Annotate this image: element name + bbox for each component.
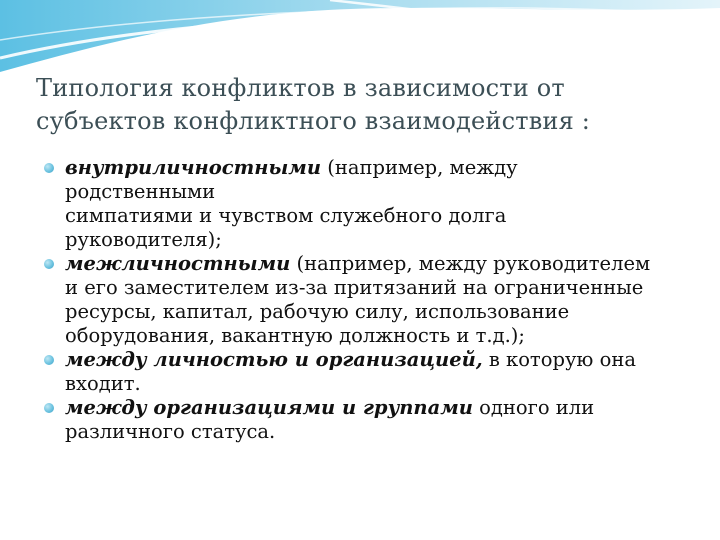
- bullet-icon: [44, 403, 54, 413]
- conflict-types-list: [44, 156, 694, 444]
- list-item-text: в которую она: [482, 348, 636, 371]
- list-item-line: оборудования, вакантную должность и т.д.);: [65, 324, 525, 347]
- slide-title: [36, 72, 696, 138]
- list-item-text: (например, между: [321, 156, 518, 179]
- bullet-icon: [44, 259, 54, 269]
- list-item-term: внутриличностными: [65, 156, 322, 179]
- list-item-line: родственными: [65, 180, 216, 203]
- list-item-text: одного или: [472, 396, 595, 419]
- list-item-line: [65, 252, 694, 276]
- list-item-intrapersonal: [44, 156, 694, 252]
- list-item-line: ресурсы, капитал, рабочую силу, использование: [65, 300, 570, 323]
- list-item-interpersonal: [44, 252, 694, 348]
- list-item-line: и его заместителем из-за притязаний на ограниченные: [65, 276, 644, 299]
- list-item-line: [65, 156, 694, 180]
- list-item-term: межличностными: [65, 252, 291, 275]
- title-line-1: Типология конфликтов в зависимости от: [36, 74, 565, 102]
- list-item-line: симпатиями и чувством служебного долга: [65, 204, 507, 227]
- list-item-line: [65, 348, 694, 372]
- title-line-2: субъектов конфликтного взаимодействия :: [36, 107, 591, 135]
- list-item-line: руководителя);: [65, 228, 222, 251]
- list-item-text: (например, между руководителем: [290, 252, 651, 275]
- list-item-person-organization: [44, 348, 694, 396]
- bullet-icon: [44, 163, 54, 173]
- bullet-icon: [44, 355, 54, 365]
- list-item-line: входит.: [65, 372, 141, 395]
- list-item-term: между личностью и организацией,: [65, 348, 483, 371]
- list-item-organizations-groups: [44, 396, 694, 444]
- list-item-line: различного статуса.: [65, 420, 276, 443]
- list-item-line: [65, 396, 694, 420]
- list-item-term: между организациями и группами: [65, 396, 473, 419]
